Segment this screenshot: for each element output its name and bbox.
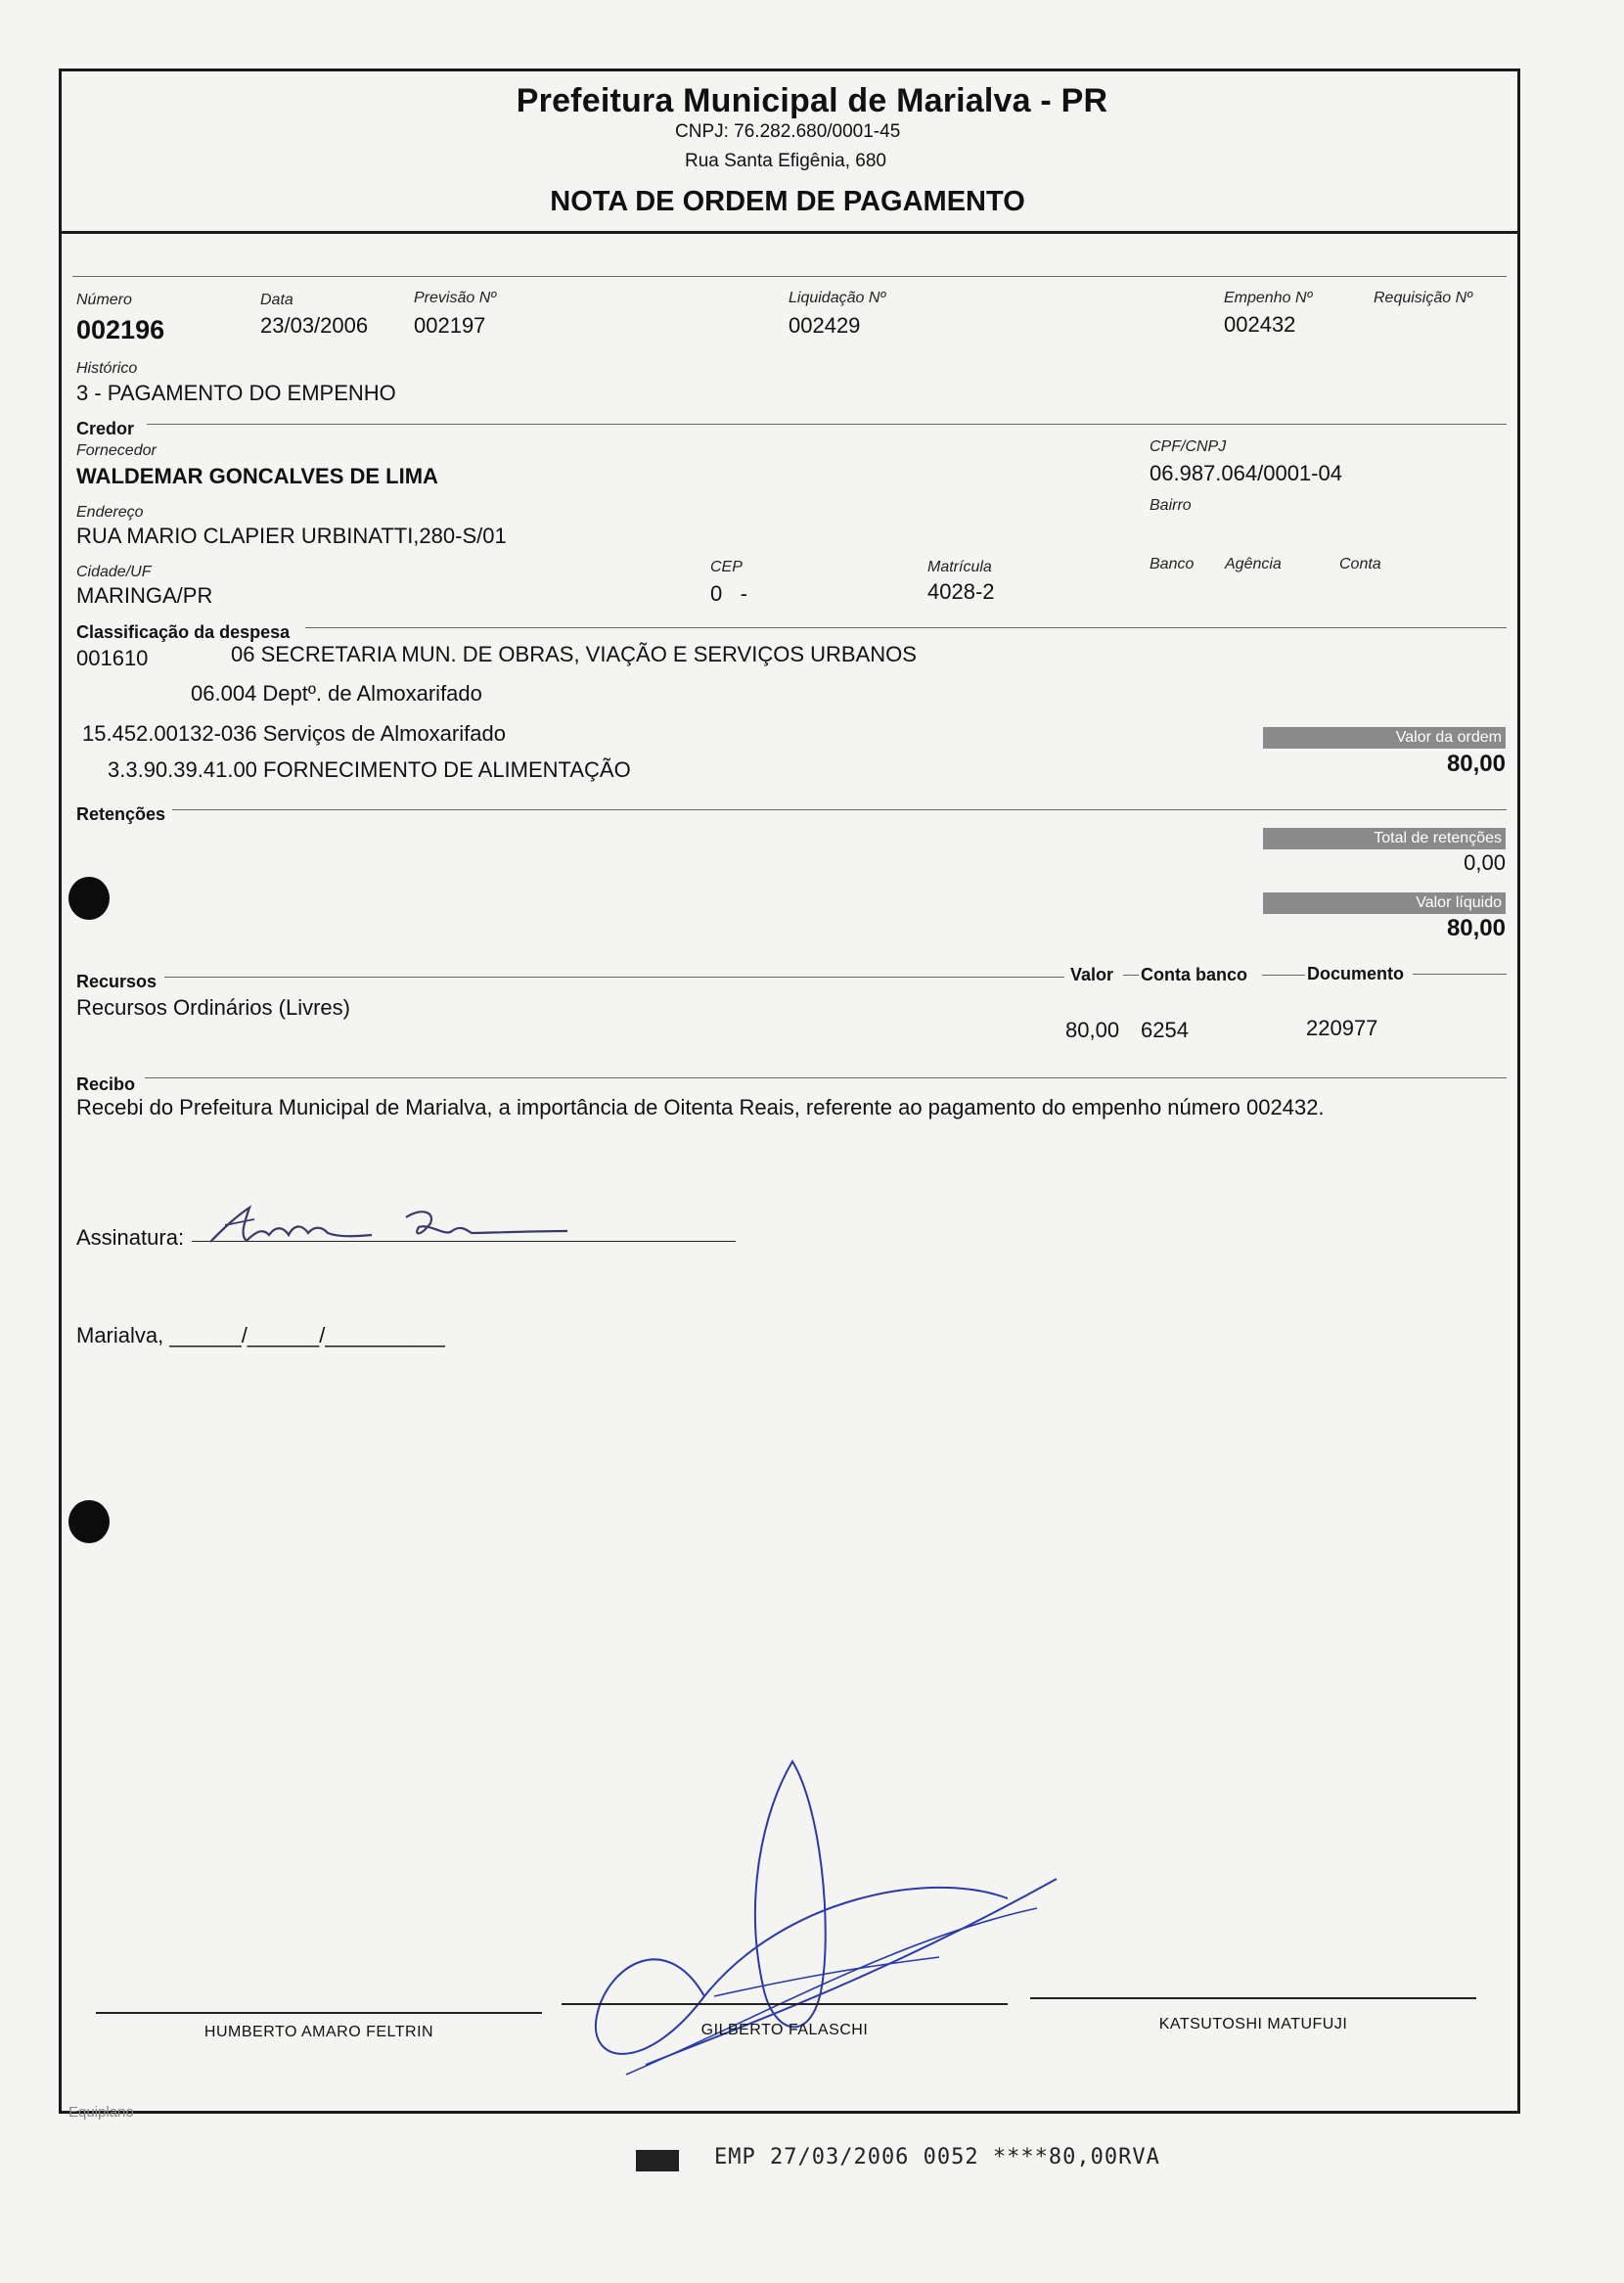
empenho-value: 002432 (1224, 312, 1296, 337)
matricula-label: Matrícula (927, 559, 992, 575)
cep-value: 0 - (710, 581, 747, 606)
valor-liquido-label: Valor líquido (1263, 892, 1506, 914)
valor-ordem-label: Valor da ordem (1263, 727, 1506, 749)
recursos-divider (164, 977, 1064, 978)
endereco-value: RUA MARIO CLAPIER URBINATTI,280-S/01 (76, 524, 507, 548)
banco-label: Banco (1150, 556, 1195, 572)
classificacao-line2: 06.004 Deptº. de Almoxarifado (191, 681, 482, 706)
total-retencoes-value: 0,00 (1464, 850, 1506, 875)
recibo-text: Recebi do Prefeitura Municipal de Marialva, a importância de Oitenta Reais, referente ao pagamento do empenho número 002432. (76, 1095, 1325, 1119)
recursos-descricao: Recursos Ordinários (Livres) (76, 995, 350, 1020)
endereco-label: Endereço (76, 504, 144, 521)
valor-ordem-value: 80,00 (1446, 751, 1506, 777)
recibo-section: Recibo (76, 1074, 136, 1094)
recursos-divider-2 (1123, 975, 1139, 976)
recursos-conta: 6254 (1141, 1018, 1189, 1042)
recursos-documento-label: Documento (1307, 964, 1404, 983)
payment-stamp: EMP 27/03/2006 0052 ****80,00RVA (714, 2145, 1160, 2169)
marialva-date: Marialva, ______/______/__________ (76, 1323, 445, 1347)
liquidacao-label: Liquidação Nº (789, 290, 886, 306)
recibo-divider (145, 1077, 1507, 1078)
stamp-logo-icon (636, 2150, 679, 2171)
punch-hole-top (68, 877, 110, 920)
conta-label: Conta (1339, 556, 1381, 572)
credor-section: Credor (76, 419, 135, 438)
signer-3: KATSUTOSHI MATUFUJI (1158, 2016, 1348, 2032)
signature-line-2 (562, 2003, 1008, 2005)
requisicao-label: Requisição Nº (1374, 290, 1472, 306)
total-retencoes-label: Total de retenções (1263, 828, 1506, 849)
cep-label: CEP (710, 559, 743, 575)
cpf-value: 06.987.064/0001-04 (1150, 461, 1342, 485)
municipality-title: Prefeitura Municipal de Marialva - PR (516, 82, 1108, 119)
historico-value: 3 - PAGAMENTO DO EMPENHO (76, 381, 396, 405)
data-label: Data (260, 292, 293, 308)
previsao-value: 002197 (414, 313, 486, 338)
punch-hole-bottom (68, 1500, 110, 1543)
recursos-documento: 220977 (1306, 1016, 1378, 1040)
signature-line-3 (1030, 1997, 1476, 1999)
data-value: 23/03/2006 (260, 313, 369, 338)
assinatura-label: Assinatura: (76, 1225, 185, 1250)
matricula-value: 4028-2 (927, 579, 995, 604)
fornecedor-label: Fornecedor (76, 442, 157, 459)
agencia-label: Agência (1225, 556, 1282, 572)
empenho-label: Empenho Nº (1224, 290, 1313, 306)
cidade-label: Cidade/UF (76, 564, 152, 580)
bairro-label: Bairro (1150, 497, 1192, 514)
recursos-valor: 80,00 (1065, 1018, 1120, 1042)
signature-line-1 (96, 2012, 542, 2014)
classificacao-section: Classificação da despesa (76, 622, 291, 642)
classificacao-line1: 06 SECRETARIA MUN. DE OBRAS, VIAÇÃO E SERVIÇOS URBANOS (231, 642, 917, 666)
retencoes-section: Retenções (76, 804, 166, 824)
previsao-label: Previsão Nº (414, 290, 497, 306)
retencoes-divider (172, 809, 1507, 810)
valor-liquido-value: 80,00 (1446, 915, 1506, 941)
historico-label: Histórico (76, 360, 138, 377)
top-divider (72, 276, 1507, 277)
numero-value: 002196 (76, 315, 165, 344)
cidade-value: MARINGA/PR (76, 583, 213, 608)
address: Rua Santa Efigênia, 680 (685, 151, 886, 171)
classificacao-line4: 3.3.90.39.41.00 FORNECIMENTO DE ALIMENTAÇÃO (108, 757, 631, 782)
handwritten-signature-recibo (196, 1198, 587, 1256)
signer-2: GILBERTO FALASCHI (700, 2022, 869, 2038)
recursos-valor-label: Valor (1070, 965, 1114, 984)
recursos-section: Recursos (76, 972, 158, 991)
classificacao-divider (305, 627, 1507, 628)
recursos-divider-3 (1262, 975, 1305, 976)
cpf-label: CPF/CNPJ (1150, 438, 1227, 455)
brand-footer: Equiplano (68, 2104, 134, 2121)
classificacao-line3: 15.452.00132-036 Serviços de Almoxarifado (82, 721, 506, 746)
signer-1: HUMBERTO AMARO FELTRIN (203, 2024, 434, 2040)
classificacao-code: 001610 (76, 646, 149, 670)
recursos-divider-4 (1413, 974, 1507, 975)
numero-label: Número (76, 292, 132, 308)
cnpj: CNPJ: 76.282.680/0001-45 (675, 121, 901, 142)
recursos-conta-label: Conta banco (1141, 965, 1248, 984)
header-divider (59, 231, 1520, 234)
credor-divider (147, 424, 1507, 425)
fornecedor-value: WALDEMAR GONCALVES DE LIMA (76, 464, 438, 488)
document-title: NOTA DE ORDEM DE PAGAMENTO (550, 186, 1025, 217)
liquidacao-value: 002429 (789, 313, 861, 338)
